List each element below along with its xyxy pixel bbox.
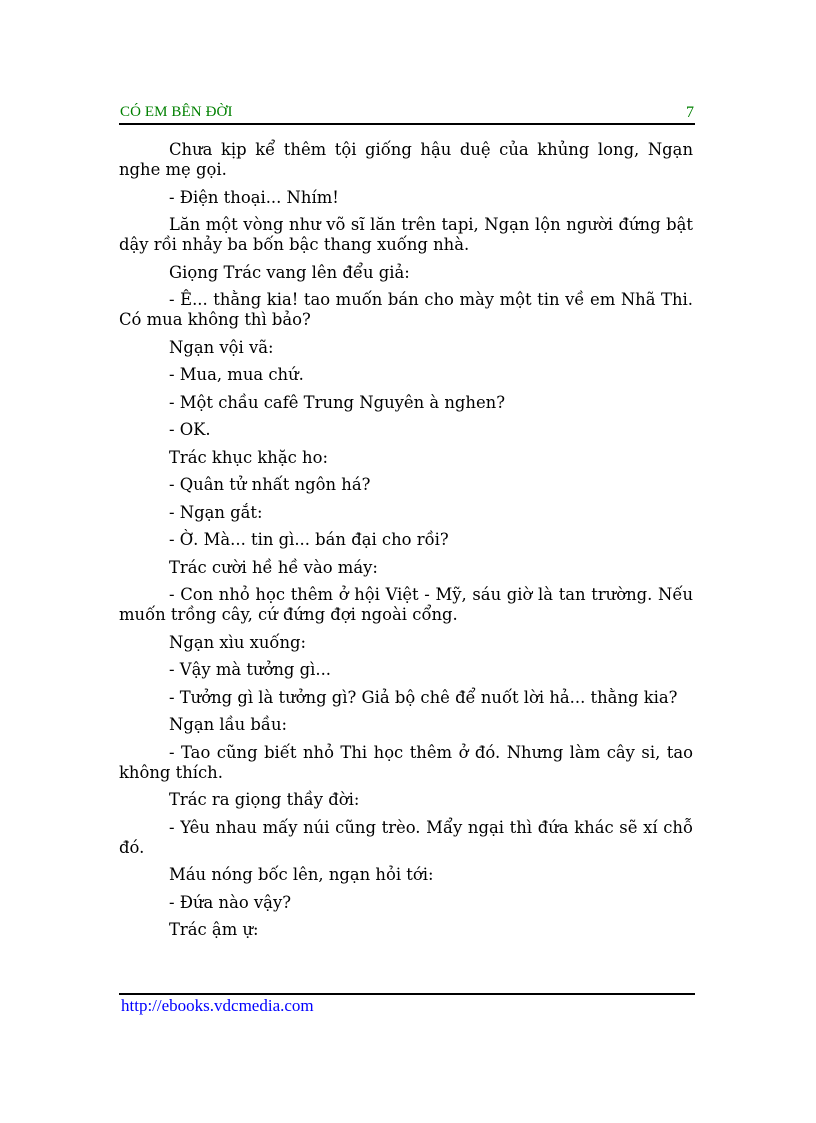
paragraph: Ngạn vội vã:: [169, 337, 274, 357]
paragraph: - Tao cũng biết nhỏ Thi học thêm ở đó. Nhưng làm cây si, tao không thích.: [119, 742, 693, 782]
page-body: [119, 140, 693, 948]
paragraph: - Con nhỏ học thêm ở hội Việt - Mỹ, sáu giờ là tan trường. Nếu muốn trồng cây, cứ đứng đợi ngoài cổng.: [119, 585, 693, 624]
paragraph: Máu nóng bốc lên, ngạn hỏi tới:: [169, 865, 434, 884]
paragraph: Ngạn xìu xuống:: [169, 632, 307, 652]
book-title: CÓ EM BÊN ĐỜI: [120, 104, 233, 120]
paragraph: - Điện thoại... Nhím!: [169, 187, 339, 207]
footer-divider: [119, 993, 695, 995]
paragraph: - Quân tử nhất ngôn há?: [169, 475, 371, 494]
footer-link[interactable]: http://ebooks.vdcmedia.com: [121, 996, 314, 1015]
paragraph: - Một chầu cafê Trung Nguyên à nghen?: [169, 392, 506, 412]
paragraph: - Yêu nhau mấy núi cũng trèo. Mẩy ngại thì đứa khác sẽ xí chỗ đó.: [119, 817, 693, 857]
paragraph: - Đứa nào vậy?: [169, 892, 292, 912]
page-header: [119, 101, 695, 125]
paragraph: - Ê... thằng kia! tao muốn bán cho mày một tin về em Nhã Thi. Có mua không thì bảo?: [119, 290, 693, 329]
paragraph: Trác khục khặc ho:: [169, 447, 328, 467]
paragraph: - Ờ. Mà... tin gì... bán đại cho rồi?: [169, 530, 449, 549]
paragraph: - Tưởng gì là tưởng gì? Giả bộ chê để nuốt lời hả... thằng kia?: [169, 687, 678, 707]
paragraph: - Ngạn gắt:: [169, 502, 263, 522]
paragraph: Chưa kịp kể thêm tội giống hậu duệ của khủng long, Ngạn nghe mẹ gọi.: [119, 140, 693, 179]
paragraph: Trác ra giọng thầy đời:: [169, 790, 360, 809]
page-number: 7: [686, 104, 694, 121]
paragraph: Lăn một vòng như võ sĩ lăn trên tapi, Ngạn lộn người đứng bật dậy rồi nhảy ba bốn bậc thang xuống nhà.: [119, 215, 693, 254]
paragraph: Giọng Trác vang lên đểu giả:: [169, 262, 410, 282]
paragraph: - Mua, mua chứ.: [169, 365, 304, 384]
paragraph: - OK.: [169, 420, 211, 439]
paragraph: Trác ậm ự:: [169, 920, 259, 939]
paragraph: Trác cười hề hề vào máy:: [169, 557, 378, 577]
paragraph: Ngạn lầu bầu:: [169, 715, 288, 734]
paragraph: - Vậy mà tưởng gì...: [169, 660, 331, 679]
